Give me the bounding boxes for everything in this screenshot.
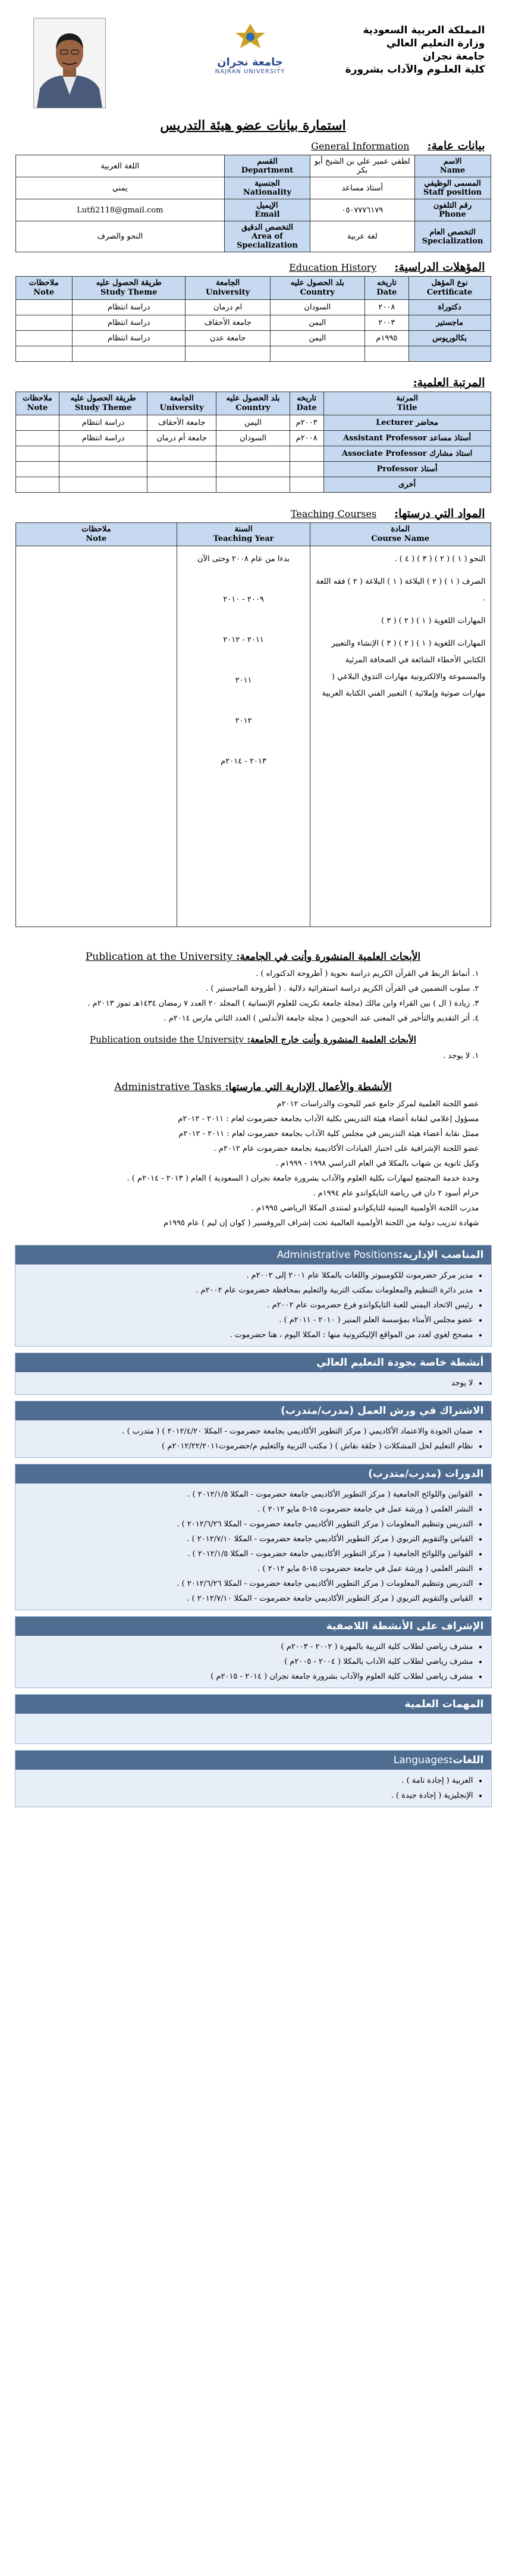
- list-item: ٣. زيادة ( ال ) بين القراء وابن مالك (مجلة جامعة تكريت للعلوم الإنسانية ) المجلد ٢٠ العدد ٧ رمضان ١٤٣٤هـ تموز ٢٠١٣م .: [87, 999, 479, 1008]
- list-item: وحدة خدمة المجتمع لمهارات بكلية العلوم والآداب بشرورة جامعة نجران ( السعودية ) العام ( ٢٠١٣ - ٢٠١٤م ) .: [127, 1174, 479, 1183]
- column-header: [72, 277, 186, 300]
- course-name: الصرف ( ١ ) ( ٢ ) البلاغة ( ١ ) البلاغة ( ٢ ) فقه اللغة .: [316, 577, 486, 603]
- column-header-en: Study Theme: [100, 288, 158, 297]
- field-label-ar: رقم التلفون: [433, 201, 472, 210]
- general-info-table: [15, 155, 491, 252]
- field-label: [225, 199, 310, 221]
- course-year: ٢٠١٢: [235, 716, 252, 725]
- table-cell: دراسة انتظام: [72, 331, 186, 346]
- table-cell: [15, 446, 59, 462]
- column-header-en: Date: [296, 403, 317, 412]
- table-cell: [15, 346, 72, 362]
- workshops-box: الاشتراك في ورش العمل (مدرب/متدرب) • ضمان الجودة والاعتماد الأكاديمي ( مركز التطوير الأكاديمي بجامعة حضرموت - المكلا ٢٠١٢/٤/٢٠ ) ( متدرب ) . • نظام التعليم لحل المشكلات ( حلقة نقاش ) ( مكتب التربية والتعليم م/حضرموت٢٠١٢/٢٢/٢٠١١م ): [15, 1401, 492, 1458]
- table-cell: [15, 300, 72, 315]
- field-value: Lutfi2118@gmail.com: [15, 199, 225, 221]
- list-item: شهادة تدريب دولية من اللجنة الأولمبية العالمية تحت إشراف البروفسير ( كوان إن ليم ) عام ١٩٩٥م: [164, 1219, 479, 1228]
- table-cell: أخرى: [323, 477, 491, 493]
- field-label-en: Name: [439, 166, 466, 175]
- column-header: [290, 392, 323, 415]
- course-name: النحو ( ١ ) ( ٢ ) ( ٣ ) ( ٤ ) .: [394, 555, 486, 564]
- list-item: عضو اللجنة الإشرافية على اختبار القيادات الأكاديمية بجامعة حضرموت عام ٢٠١٢م .: [213, 1144, 479, 1153]
- course-year: ٢٠٠٩ - ٢٠١٠: [223, 595, 264, 604]
- course-notes-cell: [15, 546, 177, 927]
- field-label-ar: التخصص الدقيق: [241, 223, 293, 232]
- table-row: [15, 446, 491, 462]
- list-item: ٢. سلوب التضمين في القرآن الكريم دراسة استقرائية دلالية . ( أطروحة الماجستير ) .: [206, 984, 479, 993]
- column-header-en: Title: [397, 403, 417, 412]
- table-cell: [270, 346, 364, 362]
- field-label-en: Department: [241, 166, 294, 175]
- table-cell: جامعة عدن: [186, 331, 270, 346]
- positions-box: المناصب الإدارية:Administrative Positions • مدير مركز حضرموت للكومبيوتر واللغات بالمكلا عام ٢٠٠١ إلى ٢٠٠٢م . • مدير دائرة التنظيم والمعلومات بمكتب التربية والتعليم بمحافظة حضرموت عام ٢٠٠٢م . • رئيس الاتحاد اليمني للعبة التايكواندو فرع حضرموت عام ٢٠٠٢م . • عضو مجلس الأمناء بمؤسسة العلم المنير ( ٢٠١٠ - ٢٠١١م ) . • مصحح لغوي لعدد من المواقع الإليكترونية منها : المكلا اليوم ، هنا حضرموت .: [15, 1245, 492, 1347]
- table-cell: ٢٠٠٨: [364, 300, 408, 315]
- table-cell: [59, 477, 147, 493]
- table-cell: اليمن: [216, 415, 290, 431]
- list-item: • ضمان الجودة والاعتماد الأكاديمي ( مركز التطوير الأكاديمي بجامعة حضرموت - المكلا ٢٠١٢/٤/٢٠ ) ( متدرب ) .: [21, 1424, 473, 1439]
- column-header: [216, 392, 290, 415]
- field-label-en: Nationality: [243, 188, 292, 197]
- rank-table: [15, 392, 491, 493]
- list-item: • القوانين واللوائح الجامعية ( مركز التطوير الأكاديمي جامعة حضرموت - المكلا ٢٠١٢/١/٥ ) .: [21, 1487, 473, 1502]
- table-cell: دراسة انتظام: [59, 415, 147, 431]
- table-cell: [216, 446, 290, 462]
- column-header-ar: بلد الحصول عليه: [226, 394, 280, 403]
- field-label-ar: الإيميل: [256, 201, 278, 210]
- field-value: لغة عربية: [310, 221, 414, 252]
- list-item: حزام أسود ٢ دان في رياضة التايكواندو عام ١٩٩٤م .: [313, 1189, 479, 1198]
- column-header: [59, 392, 147, 415]
- list-item: • عضو مجلس الأمناء بمؤسسة العلم المنير ( ٢٠١٠ - ٢٠١١م ) .: [21, 1313, 473, 1328]
- education-section-title: المؤهلات الدراسية:Education History: [289, 261, 485, 274]
- table-cell: [290, 462, 323, 477]
- course-names-cell: [310, 546, 491, 927]
- course-year: ٢٠١٣ - ٢٠١٤م: [221, 757, 266, 766]
- column-header-ar: المرتبة: [396, 394, 419, 403]
- field-value: ٠٥٠٧٧٧٦١٧٩: [310, 199, 414, 221]
- table-cell: دراسة انتظام: [59, 431, 147, 446]
- ministry-titles: المملكة العربية السعودية وزارة التعليم العالي جامعة نجران كلية العلـوم والآداب بشرورة: [345, 24, 485, 76]
- table-cell: السودان: [216, 431, 290, 446]
- research-section-title: الأبحاث العلمية المنشورة وأنت في الجامعة: Publication at the University: [85, 951, 421, 963]
- list-item: ١. لا يوجد .: [443, 1051, 479, 1060]
- list-item: • مدير مركز حضرموت للكومبيوتر واللغات بالمكلا عام ٢٠٠١ إلى ٢٠٠٢م .: [21, 1268, 473, 1283]
- general-row: [15, 199, 491, 221]
- column-header-en: Date: [376, 288, 397, 297]
- column-header-ar: الجامعة: [169, 394, 194, 403]
- header-row: [15, 277, 491, 300]
- field-label-en: Email: [254, 210, 280, 219]
- column-header-en: Country: [300, 288, 335, 297]
- course-name: المهارات اللغوية ( ١ ) ( ٢ ) ( ٣ ) الإنشاء والتعبير الكتابي الأخطاء الشائعة في الصحافة المرئية والمسموعة والالكترونية مهارات التذوق البلاغي ( مهارات صوتية وإملائية ) التعبير الفني الكتابة العربية: [322, 639, 486, 698]
- table-cell: ٢٠٠٣م: [290, 415, 323, 431]
- table-row: [15, 431, 491, 446]
- course-year: بدءا من عام ٢٠٠٨ وحتى الآن: [197, 555, 290, 564]
- field-label-en: Specialization: [422, 236, 483, 246]
- field-label: [414, 155, 491, 177]
- table-cell: [408, 346, 491, 362]
- column-header-ar: تاريخه: [376, 278, 397, 287]
- table-cell: [15, 415, 59, 431]
- course-name: المهارات اللغوية ( ١ ) ( ٢ ) ( ٣ ): [381, 616, 486, 625]
- field-label-ar: التخصص العام: [429, 227, 476, 237]
- list-item: مدرب اللجنة الأولمبية اليمنية للتايكواندو لمنتدى المكلا الرياضي ١٩٩٥م .: [251, 1204, 479, 1213]
- column-header: [147, 392, 216, 415]
- list-item: • لا يوجد: [21, 1376, 473, 1391]
- quality-box: أنشطة خاصة بجودة التعليم العالي • لا يوجد: [15, 1353, 492, 1395]
- field-label: [225, 155, 310, 177]
- field-value: النحو والصرف: [15, 221, 225, 252]
- table-cell: [290, 446, 323, 462]
- list-item: • التدريس وتنظيم المعلومات ( مركز التطوير الأكاديمي جامعة حضرموت - المكلا ٢٠١٢/٦/٢٦ ) .: [21, 1576, 473, 1591]
- field-label: [414, 177, 491, 199]
- outside-research-list: [27, 1048, 479, 1063]
- table-cell: دراسة انتظام: [72, 315, 186, 331]
- field-label: [225, 177, 310, 199]
- column-header: [364, 277, 408, 300]
- list-item: • العربية ( إجادة تامة ) .: [21, 1773, 473, 1788]
- field-value: اللغة العربية: [15, 155, 225, 177]
- list-item: مسؤول إعلامي لنقابة أعضاء هيئة التدريس بكلية الآداب بجامعة حضرموت لعام : ٢٠١١ - ٢٠١٢م: [178, 1115, 479, 1123]
- header-row: [15, 392, 491, 415]
- languages-box: اللغات:Languages • العربية ( إجادة تامة ) . • الإنجليزية ( إجادة جيدة ) .: [15, 1750, 492, 1807]
- table-cell: أستاذ مساعد Assistant Professor: [323, 431, 491, 446]
- table-row: [15, 477, 491, 493]
- field-label: [225, 221, 310, 252]
- table-cell: جامعة الأحقاف: [186, 315, 270, 331]
- list-item: • النشر العلمي ( ورشة عمل في جامعة حضرموت ١٥-٥ مايو ٢٠١٢ ) .: [21, 1502, 473, 1517]
- table-cell: ٢٠٠٣: [364, 315, 408, 331]
- table-cell: بكالوريوس: [408, 331, 491, 346]
- field-value: لطفي عمير علي بن الشيخ أبو بكر: [310, 155, 414, 177]
- general-row: [15, 177, 491, 199]
- list-item: • مصحح لغوي لعدد من المواقع الإليكترونية منها : المكلا اليوم ، هنا حضرموت .: [21, 1328, 473, 1342]
- column-header-ar: الجامعة: [216, 278, 240, 287]
- form-title: استمارة بيانات عضو هيئة التدريس: [160, 118, 346, 133]
- list-item: ٤. أثر التقديم والتأخير في المعنى عند النحويين ( مجلة جامعة الأندلس ) العدد الثاني مارس ٢٠١٤م .: [164, 1014, 479, 1023]
- column-header-ar: بلد الحصول عليه: [290, 278, 344, 287]
- outside-research-title: الأبحاث العلمية المنشورة وأنت خارج الجامعة: Publication outside the University: [90, 1034, 416, 1045]
- table-cell: [147, 462, 216, 477]
- list-item: ١. أنماط الربط في القرآن الكريم دراسة نحوية ( أطروحة الدكتوراه ) .: [256, 969, 479, 978]
- column-header: [186, 277, 270, 300]
- table-cell: [15, 431, 59, 446]
- admin-section-title: الأنشطة والأعمال الإدارية التي مارستها: Administrative Tasks: [114, 1081, 392, 1093]
- table-row: [15, 300, 491, 315]
- university-logo: جامعة نجران NAJRAN UNIVERSITY: [206, 21, 295, 86]
- list-item: عضو اللجنة العلمية لمركز جامع عمر للبحوث والدراسات ٢٠١٢م: [276, 1100, 479, 1109]
- scientific-tasks-box: المهمات العلمية: [15, 1694, 492, 1744]
- table-cell: جامعة الأحقاف: [147, 415, 216, 431]
- courses-taken-box: الدورات (مدرب/متدرب) • القوانين واللوائح الجامعية ( مركز التطوير الأكاديمي جامعة حضرموت - المكلا ٢٠١٢/١/٥ ) . • النشر العلمي ( ورشة عمل في جامعة حضرموت ١٥-٥ مايو ٢٠١٢ ) . • التدريس وتنظيم المعلومات ( مركز التطوير الأكاديمي جامعة حضرموت - المكلا ٢٠١٢/٦/٢٦ ) . • القياس والتقويم التربوي ( مركز التطوير الأكاديمي جامعة حضرموت - المكلا ٢٠١٢/٧/١٠ ) . • القوانين واللوائح الجامعية ( مركز التطوير الأكاديمي جامعة حضرموت - المكلا ٢٠١٢/١/٥ ) . • النشر العلمي ( ورشة عمل في جامعة حضرموت ١٥-٥ مايو ٢٠١٢ ) . • التدريس وتنظيم المعلومات ( مركز التطوير الأكاديمي جامعة حضرموت - المكلا ٢٠١٢/٦/٢٦ ) . • القياس والتقويم التربوي ( مركز التطوير الأكاديمي جامعة حضرموت - المكلا ٢٠١٢/٧/١٠ ) .: [15, 1464, 492, 1610]
- list-item: • الإنجليزية ( إجادة جيدة ) .: [21, 1788, 473, 1803]
- column-header-ar: ملاحظات: [23, 394, 52, 403]
- list-item: • نظام التعليم لحل المشكلات ( حلقة نقاش ) ( مكتب التربية والتعليم م/حضرموت٢٠١٢/٢٢/٢٠١١م ): [21, 1439, 473, 1454]
- general-row: [15, 155, 491, 177]
- table-cell: ماجستير: [408, 315, 491, 331]
- course-year: ٢٠١١ - ٢٠١٢: [223, 636, 264, 644]
- general-section-title: بيانات عامة:General Information: [311, 139, 485, 152]
- list-item: • مشرف رياضي لطلاب كلية الآداب بالمكلا ( ٢٠٠٤ - ٢٠٠٥م ): [21, 1654, 473, 1669]
- column-header-en: Note: [27, 403, 48, 412]
- list-item: وكيل ثانوية بن شهاب بالمكلا في العام الدراسي ١٩٩٨ - ١٩٩٩م .: [275, 1159, 479, 1168]
- table-row: [15, 346, 491, 362]
- column-header-ar: تاريخه: [297, 394, 317, 403]
- research-list: [27, 966, 479, 1026]
- list-item: • رئيس الاتحاد اليمني للعبة التايكواندو فرع حضرموت عام ٢٠٠٢م .: [21, 1298, 473, 1313]
- table-cell: [216, 477, 290, 493]
- table-cell: اليمن: [270, 331, 364, 346]
- list-item: • مشرف رياضي لطلاب كلية التربية بالمهرة ( ٢٠٠٢ - ٢٠٠٣م ): [21, 1639, 473, 1654]
- table-row: [15, 315, 491, 331]
- table-cell: أستاذ Professor: [323, 462, 491, 477]
- column-header: [15, 277, 72, 300]
- field-label: [414, 199, 491, 221]
- list-item: • النشر العلمي ( ورشة عمل في جامعة حضرموت ١٥-٥ مايو ٢٠١٢ ) .: [21, 1561, 473, 1576]
- table-cell: اليمن: [270, 315, 364, 331]
- admin-list: [27, 1097, 479, 1231]
- table-cell: [59, 446, 147, 462]
- courses-section-title: المواد التي درستها:Teaching Courses: [291, 507, 485, 520]
- list-item: • مدير دائرة التنظيم والمعلومات بمكتب التربية والتعليم بمحافظة حضرموت عام ٢٠٠٢م .: [21, 1283, 473, 1298]
- field-value: يمني: [15, 177, 225, 199]
- extracurricular-box: الإشراف على الأنشطة اللاصفية • مشرف رياضي لطلاب كلية التربية بالمهرة ( ٢٠٠٢ - ٢٠٠٣م ) • مشرف رياضي لطلاب كلية الآداب بالمكلا ( ٢٠٠٤ - ٢٠٠٥م ) • مشرف رياضي لطلاب كلية العلوم والآداب بشرورة جامعة نجران ( ٢٠١٤ - ٢٠١٥م ): [15, 1616, 492, 1688]
- profile-photo: [33, 18, 106, 108]
- rank-section-title: المرتبة العلمية:: [413, 376, 485, 389]
- document-header: [10, 12, 497, 101]
- list-item: • التدريس وتنظيم المعلومات ( مركز التطوير الأكاديمي جامعة حضرموت - المكلا ٢٠١٢/٦/٢٦ ) .: [21, 1517, 473, 1532]
- table-cell: جامعة أم درمان: [147, 431, 216, 446]
- column-header-ar: طريقة الحصول عليه: [70, 394, 136, 403]
- table-cell: ام درمان: [186, 300, 270, 315]
- column-header: [408, 277, 491, 300]
- column-header-ar: طريقة الحصول عليه: [96, 278, 162, 287]
- table-cell: [186, 346, 270, 362]
- education-table: [15, 276, 491, 362]
- table-cell: [290, 477, 323, 493]
- field-label-ar: المسمى الوظيفي: [424, 179, 481, 188]
- table-cell: [59, 462, 147, 477]
- course-years-cell: [177, 546, 310, 927]
- list-item: • القياس والتقويم التربوي ( مركز التطوير الأكاديمي جامعة حضرموت - المكلا ٢٠١٢/٧/١٠ ) .: [21, 1532, 473, 1547]
- field-label: [414, 221, 491, 252]
- field-label-ar: القسم: [257, 157, 278, 166]
- table-cell: محاضر Lecturer: [323, 415, 491, 431]
- table-cell: ١٩٩٥م: [364, 331, 408, 346]
- general-row: [15, 221, 491, 252]
- column-header: [323, 392, 491, 415]
- field-label-en: Phone: [439, 210, 466, 219]
- column-header: [270, 277, 364, 300]
- column-header-en: Note: [33, 288, 55, 297]
- list-item: • مشرف رياضي لطلاب كلية العلوم والآداب بشرورة جامعة نجران ( ٢٠١٤ - ٢٠١٥م ): [21, 1669, 473, 1684]
- column-header-ar: ملاحظات: [29, 278, 59, 287]
- field-label-ar: الجنسية: [254, 179, 280, 188]
- table-cell: [15, 477, 59, 493]
- field-label-ar: الاسم: [443, 157, 462, 166]
- field-label-en: Area of Specialization: [237, 232, 298, 250]
- list-item: • القياس والتقويم التربوي ( مركز التطوير الأكاديمي جامعة حضرموت - المكلا ٢٠١٢/٧/١٠ ) .: [21, 1591, 473, 1606]
- table-cell: استاذ مشارك Associate Professor: [323, 446, 491, 462]
- table-cell: دراسة انتظام: [72, 300, 186, 315]
- field-label-en: Staff position: [423, 188, 482, 197]
- column-header-en: University: [159, 403, 204, 412]
- table-cell: [364, 346, 408, 362]
- table-cell: السودان: [270, 300, 364, 315]
- column-header-en: Certificate: [426, 288, 473, 297]
- field-value: أستاذ مساعد: [310, 177, 414, 199]
- table-cell: دكتوراة: [408, 300, 491, 315]
- table-cell: [15, 462, 59, 477]
- table-cell: [15, 315, 72, 331]
- column-header-ar: نوع المؤهل: [431, 278, 468, 287]
- table-cell: [147, 446, 216, 462]
- column-header: [15, 392, 59, 415]
- column-header-en: University: [205, 288, 250, 297]
- list-item: ممثل نقابة أعضاء هيئة التدريس في مجلس كلية الآداب بجامعة حضرموت لعام : ٢٠١١ - ٢٠١٢م: [178, 1129, 479, 1138]
- column-header-en: Study Theme: [74, 403, 132, 412]
- table-row: [15, 462, 491, 477]
- column-header-en: Country: [235, 403, 271, 412]
- table-cell: ٢٠٠٨م: [290, 431, 323, 446]
- table-row: [15, 415, 491, 431]
- list-item: • القوانين واللوائح الجامعية ( مركز التطوير الأكاديمي جامعة حضرموت - المكلا ٢٠١٢/١/٥ ) .: [21, 1547, 473, 1561]
- table-cell: [15, 331, 72, 346]
- table-cell: [216, 462, 290, 477]
- table-row: [15, 331, 491, 346]
- table-cell: [147, 477, 216, 493]
- table-cell: [72, 346, 186, 362]
- courses-table: المادة Course Name السنة Teaching Year ملاحظات Note النحو ( ١ ) ( ٢ ) ( ٣ ) ( ٤ ) . الصرف ( ١ ) ( ٢ ) البلاغة ( ١ ) البلاغة ( ٢ ) فقه اللغة . المهارات اللغوية ( ١ ) ( ٢ ) ( ٣ ) المهارات اللغوية ( ١ ) ( ٢ ) ( ٣ ) الإنشاء والتعبير الكتابي الأخطاء الشائعة في الصحافة المرئية والمسموعة والالكترونية مهارات التذوق البلاغي ( مهارات صوتية وإملائية ) التعبير الفني الكتابة العربية بدءا من عام ٢٠٠٨ وحتى الآن ٢٠٠٩ - ٢٠١٠ ٢٠١١ - ٢٠١٢ ٢٠١١ ٢٠١٢ ٢٠١٣ - ٢٠١٤م: [15, 522, 491, 927]
- course-year: ٢٠١١: [235, 676, 252, 685]
